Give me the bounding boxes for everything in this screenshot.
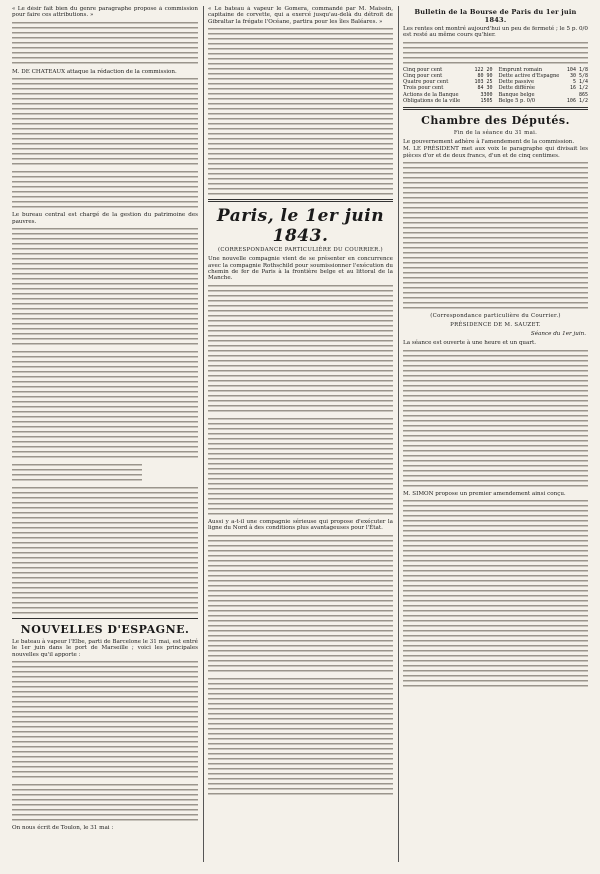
newspaper-page: [8, 6, 592, 862]
presidency-line: PRÉSIDENCE DE M. SAUZET.: [450, 322, 541, 329]
article-text-block: [208, 533, 393, 673]
rate-row: Cinq pour cent 80 90: [403, 73, 493, 80]
chamber-heading: Chambre des Députés.: [421, 114, 570, 128]
rate-row: Belge 5 p. 0/0 106 1/2: [498, 97, 588, 104]
col2-intro-line: « Le bateau à vapeur le Gomera, commandé par M. Maissin, capitaine de corvette, qui a exercé jusqu'au-delà du détroit de Gibraltar la frégate l'Océane, partira pour les îles Baléares. »: [208, 6, 393, 25]
article-text-block: [12, 349, 198, 459]
article-text-block: [12, 169, 198, 209]
rate-row: Banque belge 865: [498, 91, 588, 98]
session-date: Séance du 1er juin.: [530, 331, 586, 338]
bourse-bulletin-title: Bulletin de la Bourse de Paris du 1er juin 1843.: [414, 8, 577, 24]
article-text-block: [12, 76, 198, 166]
article-text-block: [403, 498, 588, 688]
divider: [403, 107, 588, 110]
rate-row: Obligations de la ville 1505: [403, 97, 493, 104]
rate-row: Dette passive 5 1/4: [498, 79, 588, 86]
spain-news-heading: NOUVELLES D'ESPAGNE.: [20, 623, 190, 637]
article-text-block: [12, 462, 142, 482]
column-middle: [203, 6, 397, 862]
session-line: La séance est ouverte à une heure et un quart.: [403, 340, 537, 347]
rate-row: Dette active d'Espagne 30 5/8: [498, 73, 588, 80]
article-text-block: [208, 26, 393, 196]
col1-intro-line: M. DE CHATEAUX attaque la rédaction de la commission.: [12, 68, 177, 75]
article-text-block: [12, 20, 198, 66]
session-line: M. SIMON propose un premier amendement ainsi conçu.: [403, 490, 566, 497]
article-text-block: [403, 40, 588, 64]
bourse-line: Les rentes ont montré aujourd'hui un peu de fermeté ; le 5 p. 0/0 est resté au même cours qu'hier.: [403, 26, 588, 39]
paris-body-line: Une nouvelle compagnie vient de se présenter en concurrence avec la compagnie Rothschild pour soumissionner l'exécution du chemin de fer de Paris à la frontière belge et au littoral de la Manche.: [208, 256, 393, 282]
article-text-block: [208, 416, 393, 516]
rate-row: Trois pour cent 84 30: [403, 85, 493, 92]
col1-intro-line: « Le désir fait bien du genre paragraphe propose à commission pour faire ces attributions. »: [12, 6, 198, 19]
rate-row: Actions de la Banque 3300: [403, 91, 493, 98]
article-text-block: [12, 226, 198, 346]
col1-motion-text: Le bureau central est chargé de la gestion du patrimoine des pauvres.: [12, 212, 198, 225]
divider: [12, 618, 198, 619]
bourse-rates-table: [403, 67, 588, 104]
chamber-subheading: Fin de la séance du 31 mai.: [453, 130, 538, 137]
paris-dateline: Paris, le 1er juin 1843.: [216, 206, 385, 247]
article-text-block: [403, 160, 588, 310]
article-text-block: [403, 348, 588, 488]
chamber-line: Le gouvernement adhère à l'amendement de la commission.: [403, 139, 575, 146]
article-text-block: [208, 283, 393, 413]
rate-row: Cinq pour cent 122 20: [403, 66, 493, 73]
spain-news-line: On nous écrit de Toulon, le 31 mai :: [12, 825, 114, 832]
chamber-line: M. LE PRÉSIDENT met aux voix le paragraphe qui divisait les pièces d'or et de deux francs, d'un et de cinq centimes.: [403, 146, 588, 159]
paris-dateline-sub: (CORRESPONDANCE PARTICULIÈRE DU COURRIER.): [218, 247, 383, 254]
spain-news-line: Le bateau à vapeur l'Elbe, parti de Barcelone le 31 mai, est entré le 1er juin dans le port de Marseille ; voici les principales nouvelles qu'il apporte :: [12, 639, 198, 658]
article-text-block: [208, 676, 393, 796]
correspondence-subheading: (Correspondance particulière du Courrier.): [430, 313, 561, 320]
paris-body-line: Aussi y a-t-il une compagnie sérieuse qui propose d'exécuter la ligne du Nord à des conditions plus avantageuses pour l'État.: [208, 518, 393, 532]
divider: [208, 199, 393, 202]
rate-row: Dette différée 16 1/2: [498, 85, 588, 92]
article-text-block: [12, 659, 198, 779]
rate-row: Quatre pour cent 103 25: [403, 79, 493, 86]
article-text-block: [12, 485, 198, 615]
column-right: [398, 6, 592, 862]
rate-row: Emprunt romain 104 1/8: [498, 66, 588, 73]
article-text-block: [12, 782, 198, 822]
column-left: [8, 6, 202, 862]
